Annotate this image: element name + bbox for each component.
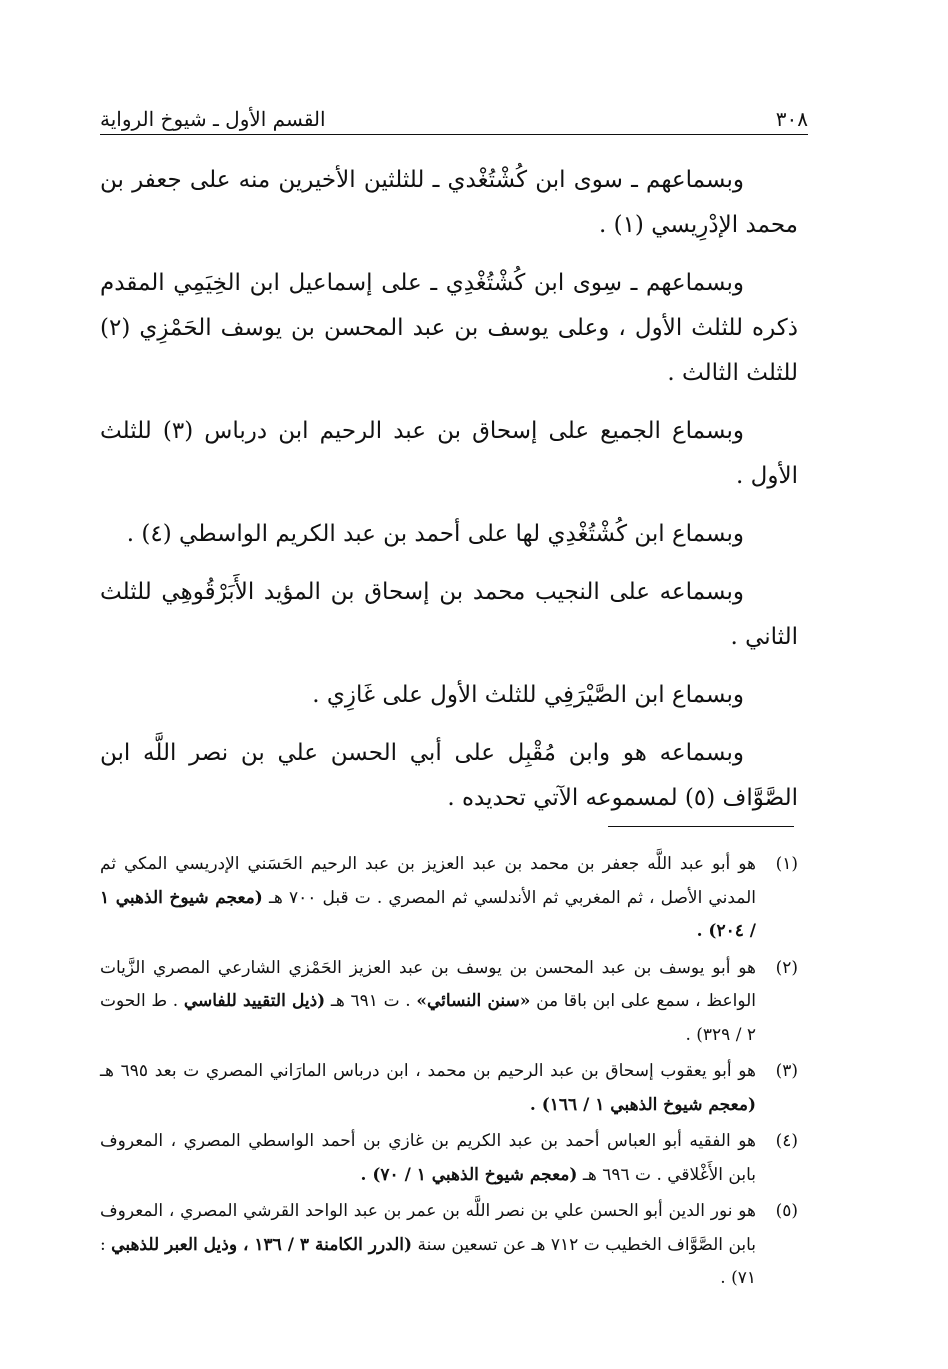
footnote-number: (٣) [775, 1061, 798, 1081]
paragraph-4: وبسماع ابن كُشْتُغْدِي لها على أحمد بن عبد الكريم الواسطي (٤) . [126, 521, 744, 547]
footnote-text: هو أبو عبد اللَّه جعفر بن محمد بن عبد العزيز بن عبد الرحيم الحَسَني الإدريسي المكي ثم المدني الأصل ، ثم المغربي ثم الأندلسي ثم المصري . ت قبل ٧٠٠ هـ [100, 854, 756, 908]
running-header [100, 95, 808, 131]
paragraph-3: وبسماع الجميع على إسحاق بن عبد الرحيم ابن درباس (٣) للثلث الأول . [100, 418, 798, 489]
footnote-source: (معجم شيوخ الذهبي ١ / ١٦٦) . [529, 1094, 756, 1115]
footnote-source: (الدرر الكامنة ٣ / ١٣٦ ، وذيل العبر للذهبي [111, 1234, 413, 1255]
footnote-divider [608, 826, 794, 827]
footnote-number: (٢) [775, 957, 798, 978]
book-title: «سنن النسائي» [416, 991, 531, 1011]
footnote-text: : ٧١) . [100, 1234, 756, 1288]
main-text [100, 158, 798, 834]
footnote-number: (٥) [775, 1201, 798, 1221]
footnote-number: (٤) [775, 1131, 798, 1151]
paragraph-5: وبسماعه على النجيب محمد بن إسحاق بن المؤيد الأَبَرْقُوهِي للثلث الثاني . [100, 579, 798, 650]
footnote-source: (معجم شيوخ الذهبي ١ / ٧٠) . [360, 1164, 578, 1185]
footnote-text: هو أبو يوسف بن عبد المحسن بن يوسف بن عبد العزيز الحَمْزي الشارعي المصري الزَّيات الواعظ ، سمع على ابن باقا من [100, 957, 757, 1011]
footnote-text: . ت ٦٩١ هـ [330, 991, 411, 1011]
footnote-number: (١) [775, 854, 798, 874]
paragraph-7: وبسماعه هو وابن مُقْبِل على أبي الحسن علي بن نصر اللَّه ابن الصَّوَّاف (٥) لمسموعه الآتي تحديده . [100, 740, 798, 811]
header-divider [100, 134, 808, 135]
footnotes [100, 848, 798, 1299]
footnote-3 [100, 1055, 798, 1122]
footnote-text: هو أبو يعقوب إسحاق بن عبد الرحيم بن محمد ، ابن درباس المارَاني المصري ت بعد ٦٩٥ هـ [100, 1061, 756, 1081]
footnote-2 [100, 952, 798, 1053]
paragraph-2: وبسماعهم ـ سِوى ابن كُشْتُغْدِي ـ على إسماعيل ابن الخِيَمِي المقدم ذكره للثلث الأول ، وعلى يوسف بن عبد المحسن بن يوسف الحَمْزِي (٢) للثلث الثالث . [100, 270, 798, 386]
paragraph-6: وبسماع ابن الصَّيْرَفِي للثلث الأول على غَازِي . [312, 682, 744, 708]
running-title: القسم الأول ـ شيوخ الرواية [100, 107, 326, 131]
footnote-text: هو الفقيه أبو العباس أحمد بن عبد الكريم بن غازي بن أحمد الواسطي المصري ، المعروف بابن الأَغْلاقي . ت ٦٩٦ هـ [100, 1131, 756, 1185]
footnote-text: هو نور الدين أبو الحسن علي بن نصر اللَّه بن عمر بن عبد الواحد القرشي المصري ، المعروف بابن الصَّوَّاف الخطيب ت ٧١٢ هـ عن تسعين سنة [100, 1201, 757, 1255]
footnote-4 [100, 1125, 798, 1192]
footnote-1 [100, 848, 798, 949]
footnote-5 [100, 1195, 798, 1296]
footnote-source: (ذيل التقييد للفاسي [183, 991, 326, 1011]
footnote-text: . ط الحوت ٢ / ٣٢٩) . [100, 991, 756, 1045]
page-number: ٣٠٨ [775, 107, 808, 131]
footnote-source: (معجم شيوخ الذهبي ١ / ٢٠٤) . [100, 887, 756, 941]
paragraph-1: وبسماعهم ـ سوى ابن كُشْتُغْدي ـ للثلثين الأخيرين منه على جعفر بن محمد الإدْرِيسي (١) . [100, 167, 798, 238]
